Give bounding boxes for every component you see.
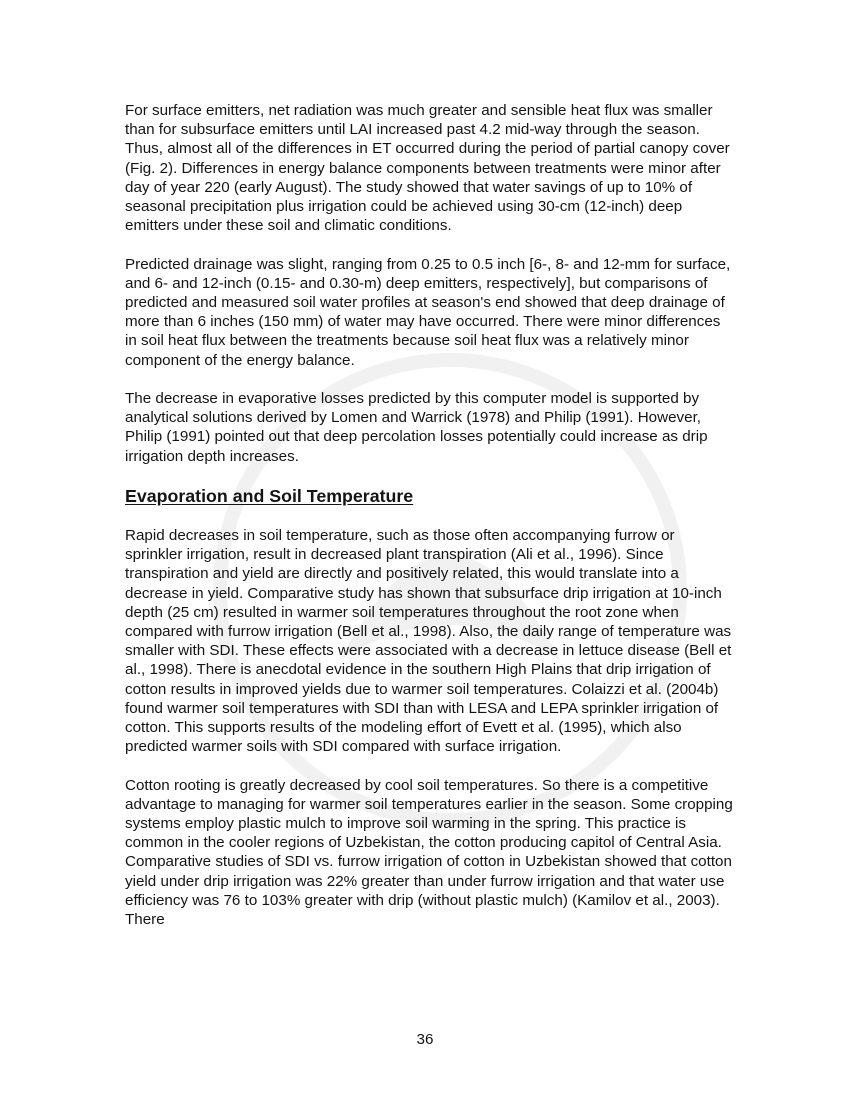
paragraph-4: Rapid decreases in soil temperature, such as those often accompanying furrow or sprinkler irrigation, result in decreased plant transpiration (Ali et al., 1996). Since transpiration and yield are directly and positively related, this would translate into a decrease in yield. Comparative study has shown that subsurface drip irrigation at 10-inch depth (25 cm) resulted in warmer soil temperatures throughout the root zone when compared with furrow irrigation (Bell et al., 1998). Also, the daily range of temperature was smaller with SDI. These effects were associated with a decrease in lettuce disease (Bell et al., 1998). There is anecdotal evidence in the southern High Plains that drip irrigation of cotton results in improved yields due to warmer soil temperatures. Colaizzi et al. (2004b) found warmer soil temperatures with SDI than with LESA and LEPA sprinkler irrigation of cotton. This supports results of the modeling effort of Evett et al. (1995), which also predicted warmer soils with SDI compared with surface irrigation.: [125, 527, 732, 756]
paragraph-5: Cotton rooting is greatly decreased by cool soil temperatures. So there is a competitive advantage to managing for warmer soil temperatures earlier in the season. Some cropping systems employ plastic mulch to improve soil warming in the spring. This practice is common in the cooler regions of Uzbekistan, the cotton producing capitol of Central Asia. Comparative studies of SDI vs. furrow irrigation of cotton in Uzbekistan showed that cotton yield under drip irrigation was 22% greater than under furrow irrigation and that water use efficiency was 76 to 103% greater with drip (without plastic mulch) (Kamilov et al., 2003). There: [125, 776, 733, 929]
paragraph-3: The decrease in evaporative losses predicted by this computer model is supported by analytical solutions derived by Lomen and Warrick (1978) and Philip (1991). However, Philip (1991) pointed out that deep percolation losses potentially could increase as drip irrigation depth increases.: [125, 390, 708, 465]
section-heading: Evaporation and Soil Temperature: [125, 486, 414, 507]
body-text: [125, 101, 735, 948]
paragraph-2: Predicted drainage was slight, ranging from 0.25 to 0.5 inch [6-, 8- and 12-mm for surface, and 6- and 12-inch (0.15- and 0.30-m) deep emitters, respectively], but comparisons of predicted and measured soil water profiles at season's end showed that deep drainage of more than 6 inches (150 mm) of water may have occurred. There were minor differences in soil heat flux between the treatments because soil heat flux was a relatively minor component of the energy balance.: [125, 255, 731, 369]
page-number: 36: [416, 1031, 434, 1048]
paragraph-1: For surface emitters, net radiation was much greater and sensible heat flux was smaller than for subsurface emitters until LAI increased past 4.2 mid-way through the season. Thus, almost all of the differences in ET occurred during the period of partial canopy cover (Fig. 2). Differences in energy balance components between treatments were minor after day of year 220 (early August). The study showed that water savings of up to 10% of seasonal precipitation plus irrigation could be achieved using 30-cm (12-inch) deep emitters under these soil and climatic conditions.: [125, 102, 730, 235]
